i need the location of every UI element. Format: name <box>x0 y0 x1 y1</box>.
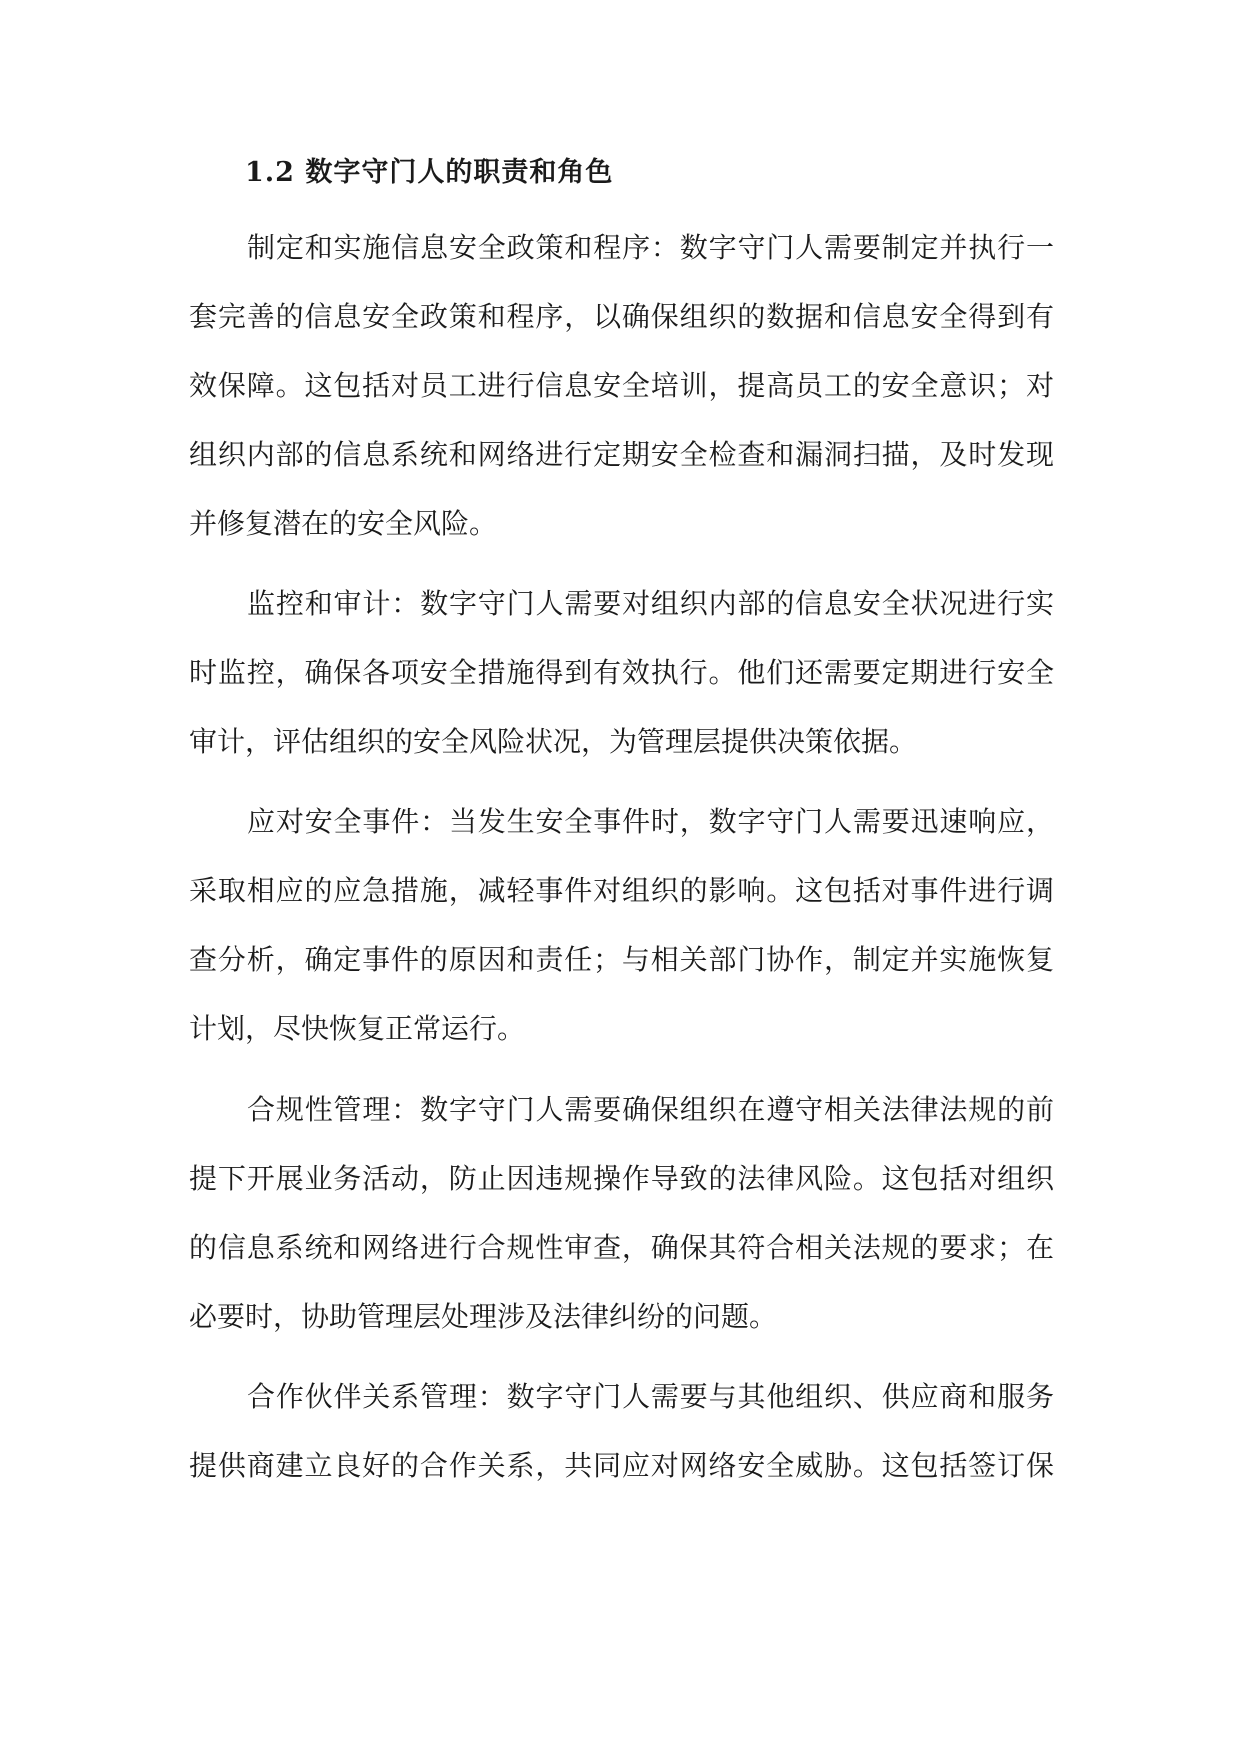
paragraph-line: 合作伙伴关系管理：数字守门人需要与其他组织、供应商和服务 <box>247 1380 1054 1413</box>
paragraph-line: 采取相应的应急措施，减轻事件对组织的影响。这包括对事件进行调 <box>189 874 1054 907</box>
paragraph-line: 套完善的信息安全政策和程序，以确保组织的数据和信息安全得到有 <box>189 300 1054 333</box>
paragraph-line: 提供商建立良好的合作关系，共同应对网络安全威胁。这包括签订保 <box>189 1449 1054 1482</box>
paragraph-line: 计划，尽快恢复正常运行。 <box>189 1012 526 1045</box>
paragraph-line: 制定和实施信息安全政策和程序：数字守门人需要制定并执行一 <box>247 231 1054 264</box>
section-heading: 1.2 数字守门人的职责和角色 <box>245 157 614 188</box>
paragraph-line: 应对安全事件：当发生安全事件时，数字守门人需要迅速响应， <box>247 805 1054 838</box>
paragraph-line: 时监控，确保各项安全措施得到有效执行。他们还需要定期进行安全 <box>189 656 1054 689</box>
paragraph-line: 监控和审计：数字守门人需要对组织内部的信息安全状况进行实 <box>247 587 1054 620</box>
paragraph-line: 组织内部的信息系统和网络进行定期安全检查和漏洞扫描，及时发现 <box>189 438 1054 471</box>
paragraph-line: 合规性管理：数字守门人需要确保组织在遵守相关法律法规的前 <box>247 1093 1054 1126</box>
paragraph-line: 效保障。这包括对员工进行信息安全培训，提高员工的安全意识；对 <box>189 369 1054 402</box>
paragraph-line: 的信息系统和网络进行合规性审查，确保其符合相关法规的要求；在 <box>189 1231 1054 1264</box>
paragraph-line: 必要时，协助管理层处理涉及法律纠纷的问题。 <box>189 1300 778 1333</box>
paragraph-line: 提下开展业务活动，防止因违规操作导致的法律风险。这包括对组织 <box>189 1162 1054 1195</box>
paragraph-line: 查分析，确定事件的原因和责任；与相关部门协作，制定并实施恢复 <box>189 943 1054 976</box>
paragraph-line: 并修复潜在的安全风险。 <box>189 507 498 540</box>
paragraph-line: 审计，评估组织的安全风险状况，为管理层提供决策依据。 <box>189 725 918 758</box>
